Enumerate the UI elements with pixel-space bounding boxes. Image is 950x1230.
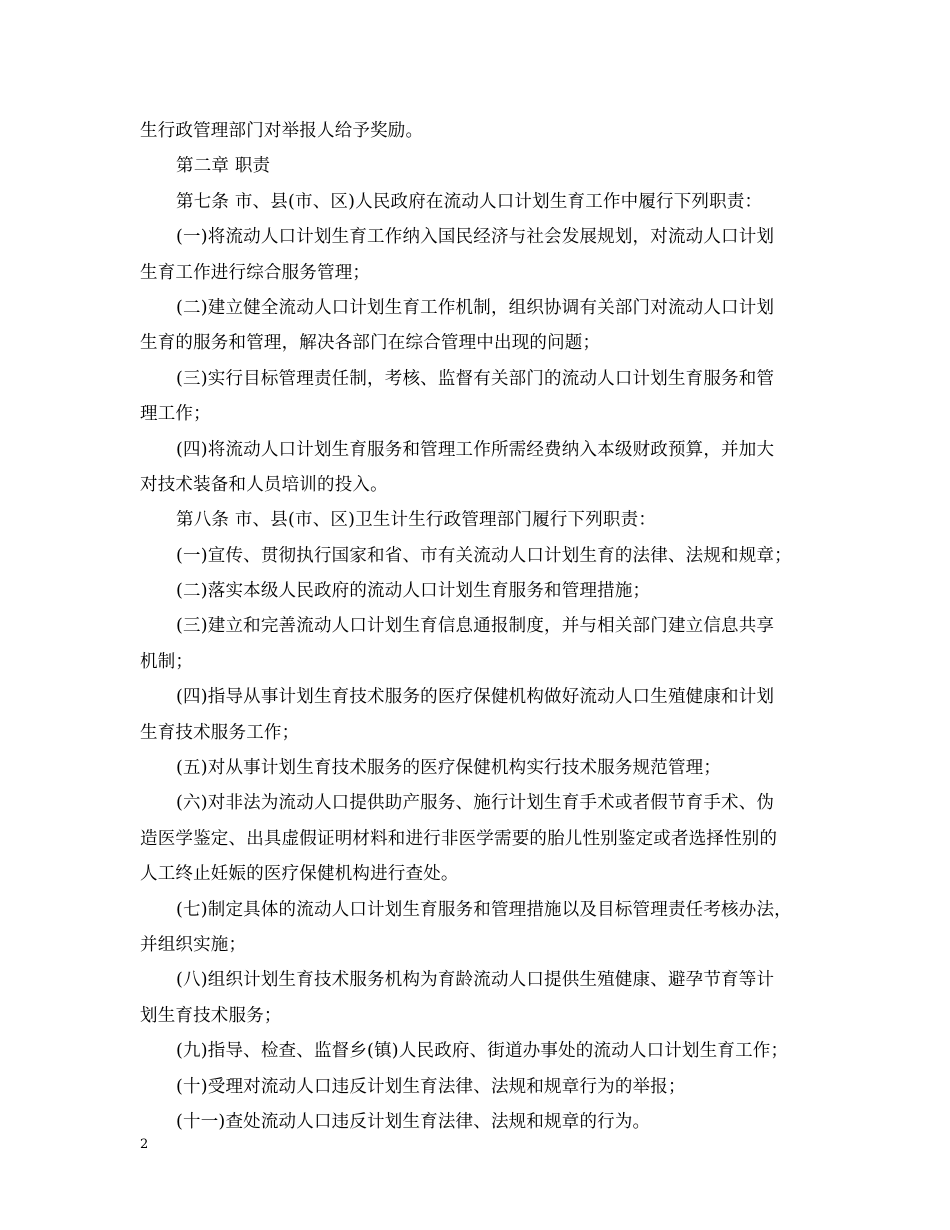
text-line: 第二章 职责 [176, 156, 271, 177]
text-line: (五)对从事计划生育技术服务的医疗保健机构实行技术服务规范管理； [176, 758, 722, 779]
text-line: 理工作； [140, 404, 211, 425]
document-body [140, 114, 812, 1140]
text-line: 生行政管理部门对举报人给予奖励。 [140, 121, 424, 141]
text-line: 造医学鉴定、出具虚假证明材料和进行非医学需要的胎儿性别鉴定或者选择性别的 [140, 828, 778, 849]
text-line: (三)建立和完善流动人口计划生育信息通报制度，并与相关部门建立信息共享 [176, 616, 775, 637]
text-line: (四)将流动人口计划生育服务和管理工作所需经费纳入本级财政预算，并加大 [176, 439, 775, 460]
text-line: (十一)查处流动人口违反计划生育法律、法规和规章的行为。 [176, 1111, 651, 1132]
text-line: (四)指导从事计划生育技术服务的医疗保健机构做好流动人口生殖健康和计划 [176, 687, 775, 708]
text-line: (二)建立健全流动人口计划生育工作机制，组织协调有关部门对流动人口计划 [176, 297, 775, 318]
text-line: 生育的服务和管理，解决各部门在综合管理中出现的问题； [140, 333, 601, 354]
text-line: 生育工作进行综合服务管理； [140, 262, 371, 283]
page-number: 2 [140, 1137, 149, 1152]
text-line: (二)落实本级人民政府的流动人口计划生育服务和管理措施； [176, 581, 651, 602]
text-line: (九)指导、检查、监督乡(镇)人民政府、街道办事处的流动人口计划生育工作； [176, 1041, 789, 1062]
text-line: 划生育技术服务； [140, 1005, 282, 1026]
text-line: (三)实行目标管理责任制，考核、监督有关部门的流动人口计划生育服务和管 [176, 368, 775, 389]
text-line: (十)受理对流动人口违反计划生育法律、法规和规章行为的举报； [176, 1076, 686, 1097]
text-line: 第七条 市、县(市、区)人民政府在流动人口计划生育工作中履行下列职责： [176, 191, 763, 212]
text-line: 生育技术服务工作； [140, 722, 300, 743]
text-line: 机制； [140, 651, 194, 672]
text-line: 人工终止妊娠的医疗保健机构进行查处。 [140, 864, 459, 885]
text-line: 第八条 市、县(市、区)卫生计生行政管理部门履行下列职责： [176, 510, 657, 531]
text-line: (一)宣传、贯彻执行国家和省、市有关流动人口计划生育的法律、法规和规章； [176, 545, 792, 566]
text-line: (六)对非法为流动人口提供助产服务、施行计划生育手术或者假节育手术、伪 [176, 793, 775, 814]
text-line: (七)制定具体的流动人口计划生育服务和管理措施以及目标管理责任考核办法， [176, 899, 792, 920]
text-line: (一)将流动人口计划生育工作纳入国民经济与社会发展规划，对流动人口计划 [176, 227, 775, 248]
text-line: 对技术装备和人员培训的投入。 [140, 474, 388, 495]
text-line: 并组织实施； [140, 934, 247, 955]
text-line: (八)组织计划生育技术服务机构为育龄流动人口提供生殖健康、避孕节育等计 [176, 970, 775, 991]
